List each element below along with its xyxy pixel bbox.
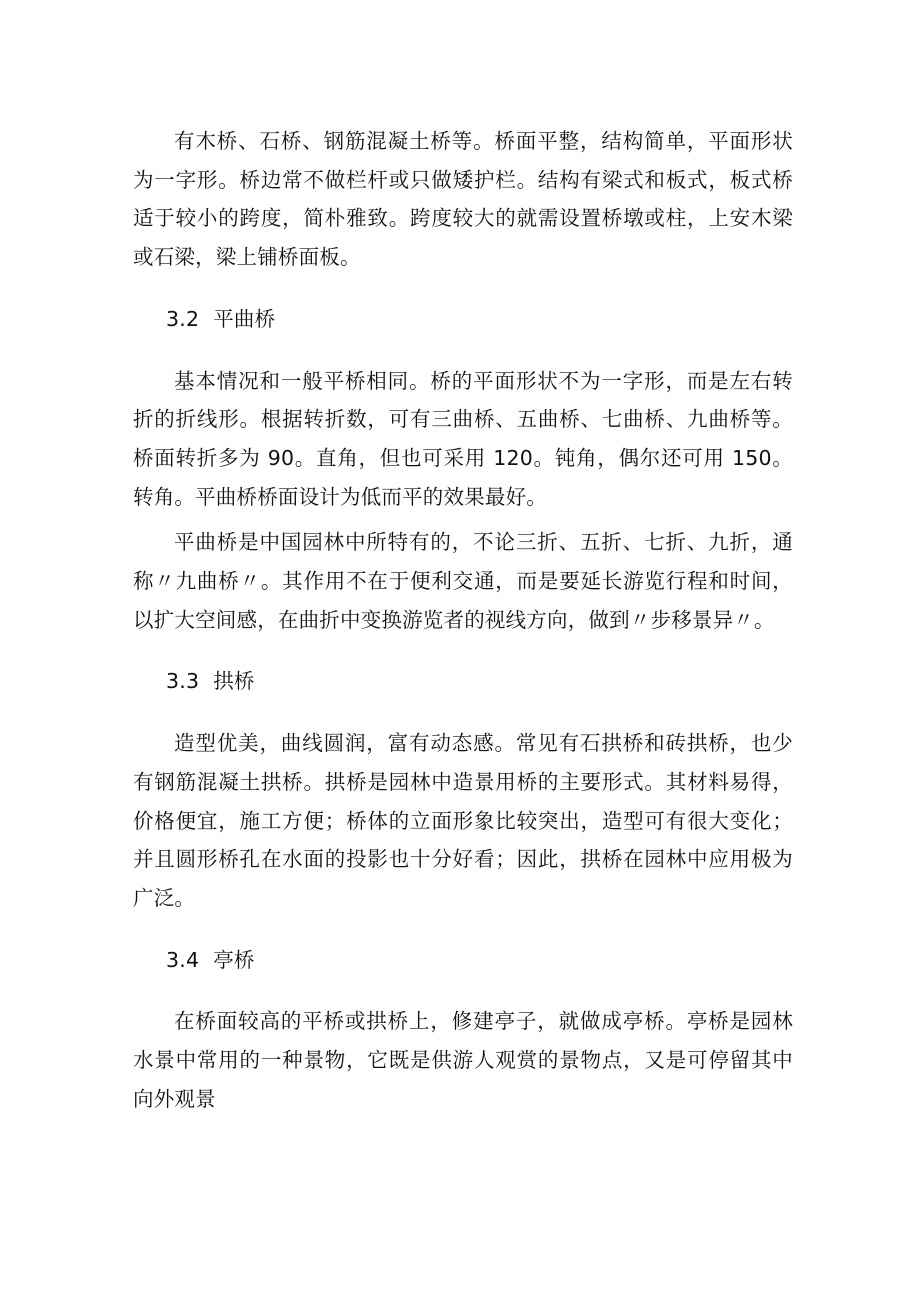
spacer [133, 979, 793, 1002]
paragraph-arch-bridge: 造型优美，曲线圆润，富有动态感。常见有石拱桥和砖拱桥，也少有钢筋混凝土拱桥。拱桥是园林中造景用桥的主要形式。其材料易得，价格便宜，施工方便；桥体的立面形象比较突出，造型可有很大变化；并且圆形桥孔在水面的投影也十分好看；因此，拱桥在园林中应用极为广泛。 [133, 731, 793, 910]
spacer [133, 918, 793, 941]
spacer [133, 701, 793, 724]
section-number: 3.4 [166, 947, 200, 972]
section-heading-3-4 [133, 941, 793, 980]
paragraph-flat-bridge-types: 有木桥、石桥、钢筋混凝土桥等。桥面平整，结构简单，平面形状为一字形。桥边常不做栏杆或只做矮护栏。结构有梁式和板式，板式桥适于较小的跨度，简朴雅致。跨度较大的就需设置桥墩或柱，上安木梁或石梁，梁上铺桥面板。 [133, 129, 793, 270]
section-heading-3-2 [133, 300, 793, 339]
document-page [133, 122, 793, 1118]
section-number: 3.2 [166, 306, 200, 331]
section-title: 亭桥 [213, 947, 255, 972]
spacer [133, 516, 793, 523]
paragraph-pavilion-bridge: 在桥面较高的平桥或拱桥上，修建亭子，就做成亭桥。亭桥是园林水景中常用的一种景物，它既是供游人观赏的景物点，又是可停留其中向外观景 [133, 1009, 793, 1111]
section-title: 拱桥 [213, 669, 255, 694]
section-title: 平曲桥 [213, 306, 276, 331]
spacer [133, 339, 793, 362]
spacer [133, 639, 793, 662]
section-heading-3-3 [133, 662, 793, 701]
spacer [133, 277, 793, 300]
paragraph-zigzag-bridge-purpose: 平曲桥是中国园林中所特有的，不论三折、五折、七折、九折，通称〃九曲桥〃。其作用不在于便利交通，而是要延长游览行程和时间，以扩大空间感，在曲折中变换游览者的视线方向，做到〃步移景异〃。 [133, 530, 793, 632]
paragraph-zigzag-bridge-basics: 基本情况和一般平桥相同。桥的平面形状不为一字形，而是左右转折的折线形。根据转折数，可有三曲桥、五曲桥、七曲桥、九曲桥等。桥面转折多为 90。直角，但也可采用 120。钝角，偶尔还可用 150。转角。平曲桥桥面设计为低而平的效果最好。 [133, 368, 793, 509]
section-number: 3.3 [166, 669, 200, 694]
